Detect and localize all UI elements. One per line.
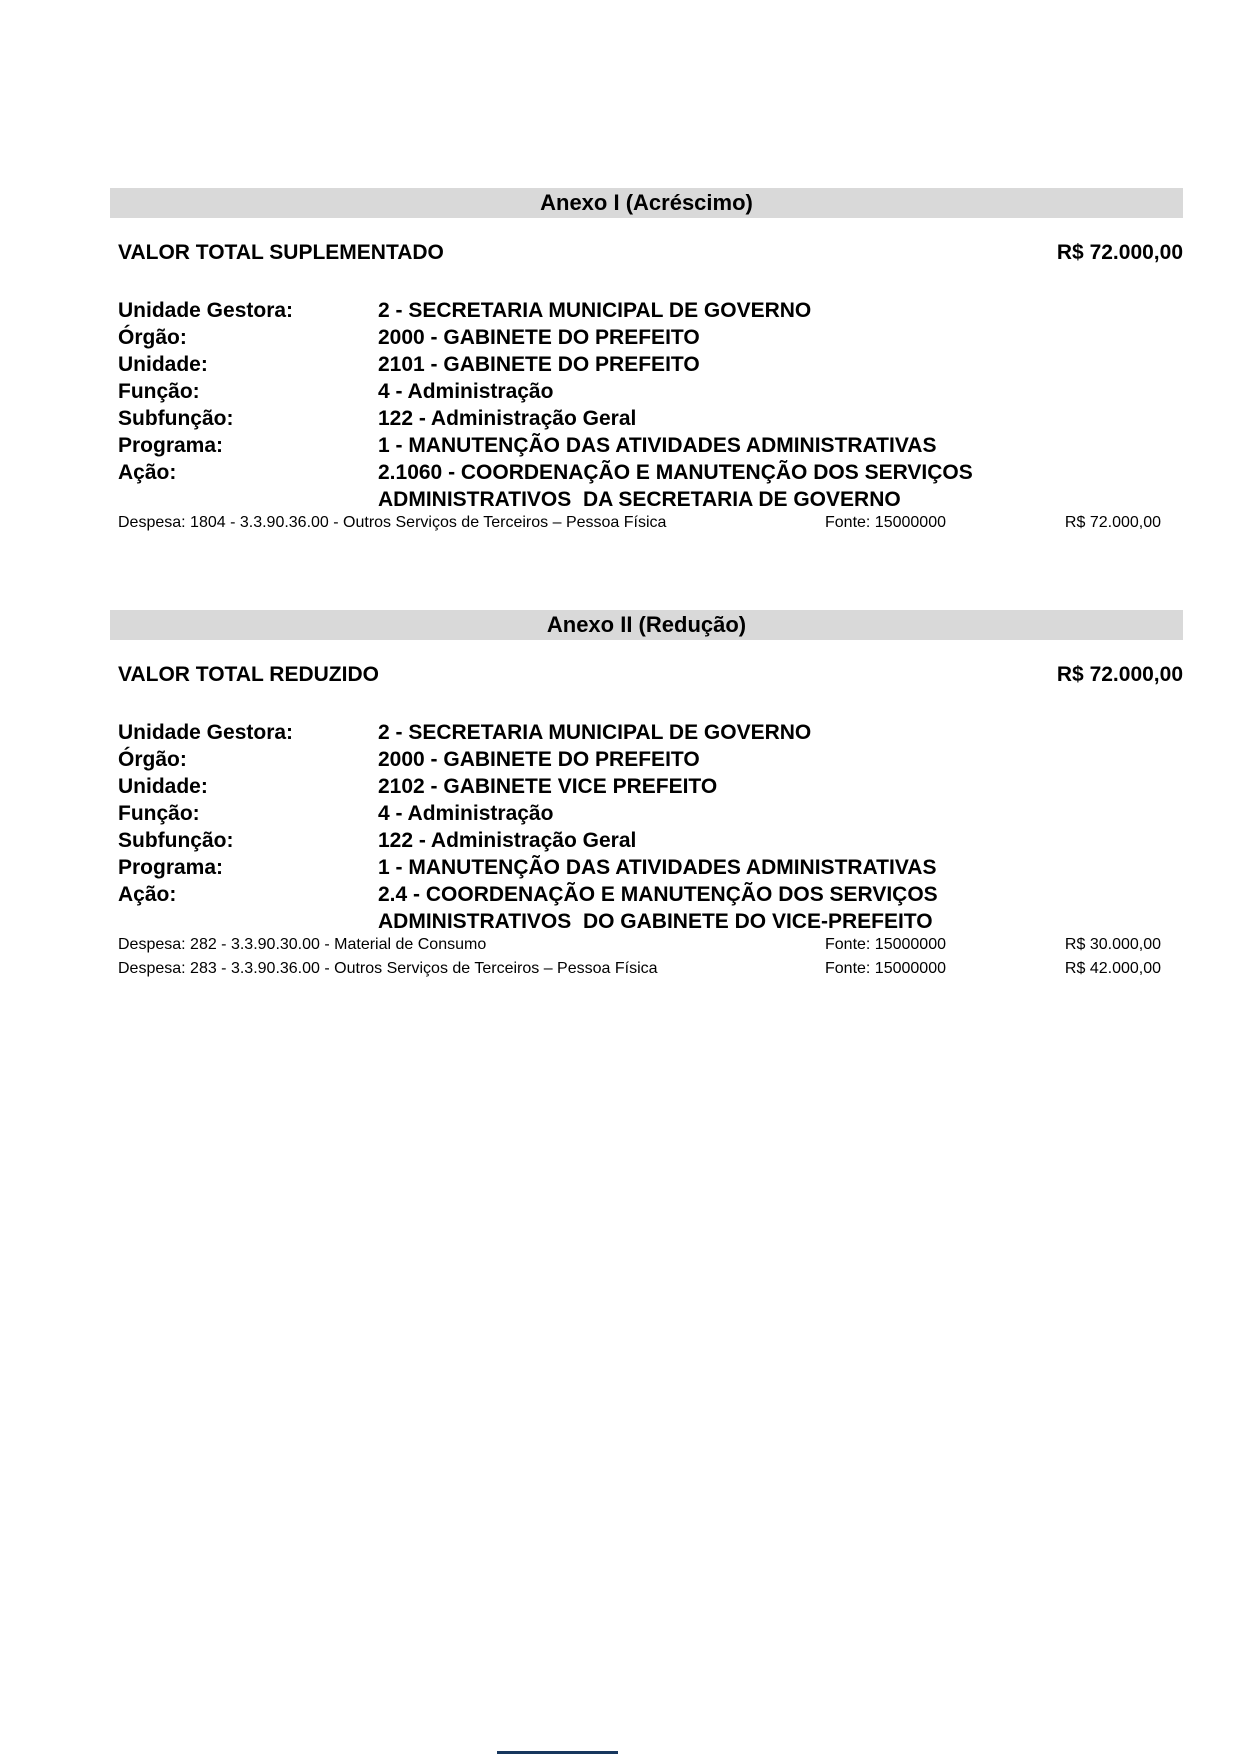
despesa-fonte: Fonte: 15000000 (825, 514, 946, 531)
anexo-i-title: Anexo I (Acréscimo) (540, 190, 753, 215)
field-value: 2 - SECRETARIA MUNICIPAL DE GOVERNO (378, 721, 812, 744)
field-label: Programa: (118, 434, 224, 457)
field-label: Unidade Gestora: (118, 721, 294, 744)
field-label: Programa: (118, 856, 224, 879)
field-label: Órgão: (118, 326, 187, 349)
field-row-funcao (118, 378, 1183, 405)
field-value: 1 - MANUTENÇÃO DAS ATIVIDADES ADMINISTRATIVAS (378, 856, 937, 879)
despesa-description: Despesa: 283 - 3.3.90.36.00 - Outros Serviços de Terceiros – Pessoa Física (118, 960, 658, 977)
field-label: Ação: (118, 883, 177, 906)
field-value: 1 - MANUTENÇÃO DAS ATIVIDADES ADMINISTRATIVAS (378, 434, 937, 457)
anexo-i-despesas (110, 511, 1183, 535)
despesa-fonte: Fonte: 15000000 (825, 960, 946, 977)
field-label: Subfunção: (118, 829, 234, 852)
field-label: Subfunção: (118, 407, 234, 430)
anexo-i-section (110, 188, 1183, 535)
despesa-fonte: Fonte: 15000000 (825, 936, 946, 953)
anexo-ii-total-row (110, 664, 1183, 686)
total-reduzido-label: VALOR TOTAL REDUZIDO (118, 663, 379, 686)
anexo-i-header-bar (110, 188, 1183, 218)
total-suplementado-label: VALOR TOTAL SUPLEMENTADO (118, 241, 444, 264)
field-row-subfuncao (118, 405, 1183, 432)
field-row-acao-continuation (118, 486, 1183, 513)
despesa-amount: R$ 42.000,00 (1064, 960, 1161, 977)
anexo-ii-section (110, 610, 1183, 981)
field-value: ADMINISTRATIVOS DO GABINETE DO VICE-PREFEITO (378, 910, 933, 933)
field-value: ADMINISTRATIVOS DA SECRETARIA DE GOVERNO (378, 488, 901, 511)
field-label: Ação: (118, 461, 177, 484)
anexo-ii-fields (110, 719, 1183, 935)
field-label: Órgão: (118, 748, 187, 771)
anexo-i-fields (110, 297, 1183, 513)
anexo-ii-title: Anexo II (Redução) (546, 612, 747, 637)
despesa-amount: R$ 30.000,00 (1064, 936, 1161, 953)
field-label: Unidade Gestora: (118, 299, 294, 322)
field-row-funcao (118, 800, 1183, 827)
field-value: 4 - Administração (378, 380, 554, 403)
field-value: 2000 - GABINETE DO PREFEITO (378, 748, 700, 771)
field-row-unidade-gestora (118, 719, 1183, 746)
despesa-description: Despesa: 282 - 3.3.90.30.00 - Material de Consumo (118, 936, 487, 953)
field-row-unidade-gestora (118, 297, 1183, 324)
field-label: Função: (118, 380, 200, 403)
despesa-row (118, 933, 1183, 957)
field-value: 2 - SECRETARIA MUNICIPAL DE GOVERNO (378, 299, 812, 322)
field-value: 2000 - GABINETE DO PREFEITO (378, 326, 700, 349)
field-value: 4 - Administração (378, 802, 554, 825)
field-row-unidade (118, 351, 1183, 378)
field-row-unidade (118, 773, 1183, 800)
anexo-i-total-row (110, 242, 1183, 264)
despesa-row (118, 957, 1183, 981)
field-row-acao (118, 459, 1183, 486)
anexo-ii-despesas (110, 933, 1183, 981)
field-label (118, 486, 378, 513)
field-row-subfuncao (118, 827, 1183, 854)
field-row-acao (118, 881, 1183, 908)
field-value: 2.1060 - COORDENAÇÃO E MANUTENÇÃO DOS SERVIÇOS (378, 461, 973, 484)
total-reduzido-value: R$ 72.000,00 (1056, 663, 1183, 686)
field-label: Função: (118, 802, 200, 825)
field-value: 2102 - GABINETE VICE PREFEITO (378, 775, 718, 798)
field-row-programa (118, 854, 1183, 881)
total-suplementado-value: R$ 72.000,00 (1056, 241, 1183, 264)
field-value: 122 - Administração Geral (378, 829, 637, 852)
despesa-row (118, 511, 1183, 535)
field-value: 2.4 - COORDENAÇÃO E MANUTENÇÃO DOS SERVIÇOS (378, 883, 938, 906)
anexo-ii-header-bar (110, 610, 1183, 640)
field-label: Unidade: (118, 775, 208, 798)
despesa-description: Despesa: 1804 - 3.3.90.36.00 - Outros Serviços de Terceiros – Pessoa Física (118, 514, 667, 531)
field-row-orgao (118, 324, 1183, 351)
field-value: 122 - Administração Geral (378, 407, 637, 430)
field-label (118, 908, 378, 935)
field-value: 2101 - GABINETE DO PREFEITO (378, 353, 700, 376)
field-row-orgao (118, 746, 1183, 773)
field-row-programa (118, 432, 1183, 459)
field-label: Unidade: (118, 353, 208, 376)
field-row-acao-continuation (118, 908, 1183, 935)
despesa-amount: R$ 72.000,00 (1064, 514, 1161, 531)
